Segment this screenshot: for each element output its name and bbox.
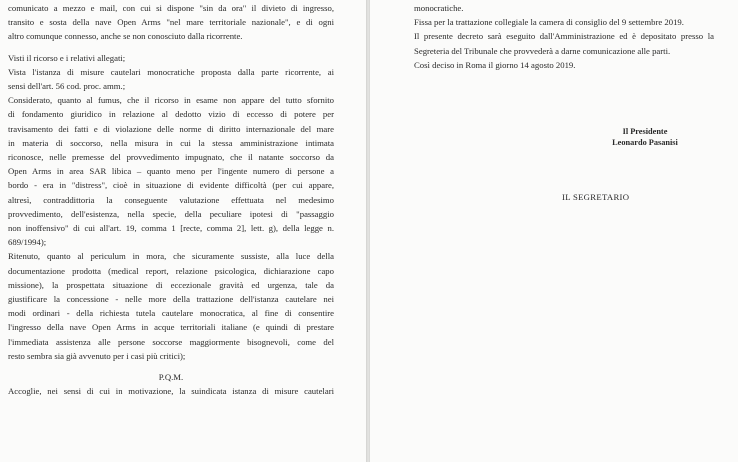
text-line: comunicato a mezzo e mail, con cui si dispone "sin da ora" il divieto di ingresso, <box>8 3 334 13</box>
text-line: monocratiche. <box>414 3 464 13</box>
signature-block <box>580 126 710 148</box>
text-line: l'immediata assistenza alle persone soccorse maggiormente bisognevoli, come del <box>8 336 334 347</box>
text-line: Considerato, quanto al fumus, che il ricorso in esame non appare del tutto sfornito <box>8 95 334 106</box>
text-line: Fissa per la trattazione collegiale la camera di consiglio del 9 settembre 2019. <box>414 17 684 28</box>
text-line: Accoglie, nei sensi di cui in motivazione, la suindicata istanza di misure cautelari <box>8 386 334 397</box>
text-line: l'ingresso della nave Open Arms in acque territoriali italiane (e quindi di prestare <box>8 322 334 333</box>
secretary-label: IL SEGRETARIO <box>562 192 630 202</box>
text-line: Il presente decreto sarà eseguito dall'Amministrazione ed è depositato presso la <box>414 31 714 42</box>
text-line: transito e sosta della nave Open Arms "nel mare territoriale nazionale", e di ogni <box>8 17 334 28</box>
text-line: sensi dell'art. 56 cod. proc. amm.; <box>8 81 126 92</box>
text-line: non inoffensivo" di cui all'art. 19, comma 1 [recte, comma 2], lett. g), della legge n. <box>8 223 334 234</box>
text-line: di fondamento giuridico in relazione al dedotto vizio di eccesso di potere per <box>8 109 334 120</box>
pqm-heading: P.Q.M. <box>158 372 184 383</box>
text-line: resto sembra sia già avvenuto per i casi più critici); <box>8 350 186 361</box>
text-line: missione), la prospettata situazione di eccezionale gravità ed urgenza, tale da <box>8 279 334 290</box>
text-line: provvedimento, dell'esistenza, nella specie, della peculiare ipotesi di "passaggio <box>8 208 334 219</box>
text-line: altro comunque connesso, anche se non conosciuto dalla ricorrente. <box>8 31 243 42</box>
text-line: Vista l'istanza di misure cautelari monocratiche proposta dalla parte ricorrente, ai <box>8 66 334 77</box>
text-line: modi ordinari - della richiesta tutela cautelare monocratica, al fine di consentire <box>8 308 334 319</box>
paragraph-gap <box>8 363 334 370</box>
text-line: bordo - era in "distress", cioè in situazione di evidente difficoltà (per cui appare, <box>8 180 334 191</box>
left-page-text <box>8 1 334 398</box>
right-page <box>370 0 738 462</box>
text-line: Così deciso in Roma il giorno 14 agosto 2019. <box>414 59 576 70</box>
text-line: in materia di soccorso, nella misura in cui la stessa amministrazione intimata <box>8 137 334 148</box>
text-line: 689/1994); <box>8 237 47 248</box>
right-page-text <box>414 1 714 72</box>
text-line: giustificare la concessione - nelle more della trattazione dell'istanza cautelare nei <box>8 294 334 305</box>
text-line: Open Arms in area SAR libica – quanto meno per l'ingente numero di persone a <box>8 166 334 177</box>
text-line: Segreteria del Tribunale che provvederà a darne comunicazione alle parti. <box>414 45 671 56</box>
text-line: documentazione prodotta (medical report, relazione psicologica, dichiarazione capo <box>8 265 334 276</box>
text-line: altresì, contraddittoria la conseguente valutazione effettuata nel medesimo <box>8 194 334 205</box>
paragraph-gap <box>8 44 334 51</box>
left-page <box>0 0 366 462</box>
signature-name: Leonardo Pasanisi <box>612 138 678 147</box>
text-line: travisamento dei fatti e di violazione delle norme di diritto internazionale del mare <box>8 123 334 134</box>
signature-role: Il Presidente <box>622 127 668 136</box>
text-line: Ritenuto, quanto al periculum in mora, che sicuramente sussiste, alla luce della <box>8 251 334 262</box>
text-line: Visti il ricorso e i relativi allegati; <box>8 52 126 63</box>
text-line: riconosce, nelle premesse del provvedimento impugnato, che il natante soccorso da <box>8 152 334 163</box>
